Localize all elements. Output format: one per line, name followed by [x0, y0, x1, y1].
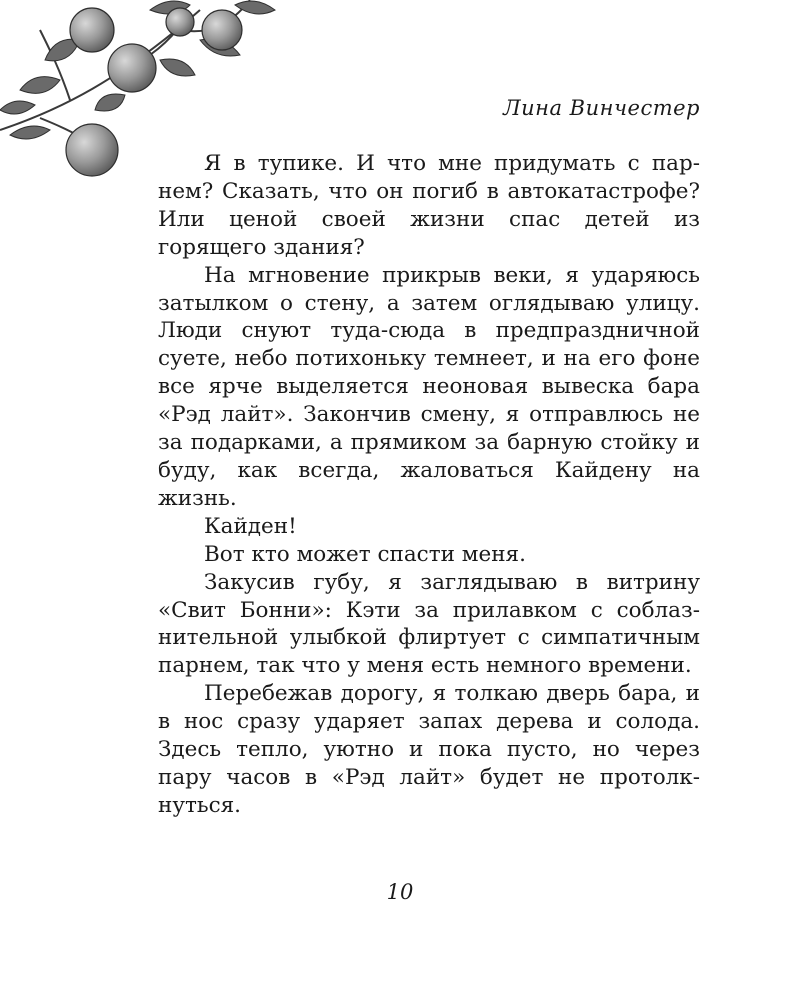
body-text	[158, 150, 700, 820]
paragraph: Я в тупике. И что мне придумать с парнем? Сказать, что он погиб в автокатастрофе? Или ценой своей жизни спас детей из горящего здания?	[158, 151, 700, 260]
paragraph: Закусив губу, я заглядываю в витрину «Свит Бонни»: Кэти за прилавком с соблазнительной улыбкой флиртует с симпатичным парнем, так что у меня есть немного времени.	[158, 569, 700, 679]
orange-fruit	[166, 8, 194, 36]
paragraph: На мгновение прикрыв веки, я ударяюсь затылком о стену, а затем оглядываю улицу. Люди снуют туда-сюда в предпраздничной суете, небо потихоньку темнеет, и на его фоне все ярче выделяется неоновая вывеска бара «Рэд лайт». Закончив смену, я отправлюсь не за подарками, а прямиком за барную стойку и буду, как всегда, жаловаться Кайдену на жизнь.	[158, 262, 700, 511]
orange-fruit	[66, 124, 118, 176]
orange-fruit	[108, 44, 156, 92]
paragraph: Перебежав дорогу, я толкаю дверь бара, и в нос сразу ударяет запах дерева и солода. Здесь тепло, уютно и пока пусто, но через пару часов в «Рэд лайт» будет не протолкнуться.	[158, 681, 700, 818]
orange-fruit	[70, 8, 114, 52]
orange-fruit	[202, 10, 242, 50]
paragraph: Вот кто может спасти меня.	[204, 541, 526, 567]
page-number: 10	[386, 880, 414, 904]
running-header-author: Лина Винчестер	[503, 96, 700, 120]
paragraph: Кайден!	[204, 513, 297, 539]
